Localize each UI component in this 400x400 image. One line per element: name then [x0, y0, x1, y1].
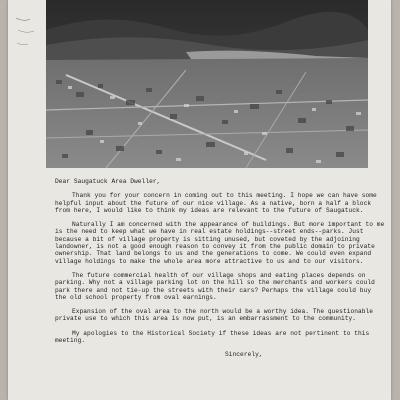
- letter-sheet: [8, 0, 391, 400]
- aerial-village-icon: [46, 0, 368, 168]
- letter-paragraph-2: Naturally I am concerned with the appearance of buildings. But more important to me is the need to keep what we have in real estate holdings--street ends--parks. Just because a bit of village property is sitting unused, but coveted by the adjoining landowner, is not a good enough reason to convey it from the public domain to private ownership. That land belongs to us and the generations to come. We could even expand village holdings to make the whole area more attractive to us and to our visitors.: [55, 221, 385, 265]
- letter-closing: Sincerely,: [225, 351, 263, 359]
- letter-paragraph-1: Thank you for your concern in coming out to this meeting. I hope we can have some helpful input about the future of our nice village. As a native, born a half a block from here, I would like to think my ideas are relevant to the future of Saugatuck.: [55, 192, 377, 214]
- letter-paragraph-4: Expansion of the oval area to the north would be a worthy idea. The questionable private use to which this area is now put, is an embarrassment to the community.: [55, 308, 374, 323]
- letter-paragraph-3: The future commercial health of our village shops and eating places depends on parking. Why not a village parking lot on the hill so the merchants and workers could park there and not tie-up the streets with their cars? Perhaps the village could buy the old school property from oval earnings.: [55, 271, 375, 301]
- aerial-village-photo: [46, 0, 368, 168]
- letter-salutation: Dear Saugatuck Area Dweller,: [55, 178, 161, 185]
- pencil-marks: [14, 10, 44, 70]
- letter-body: [55, 178, 385, 359]
- letter-paragraph-5: My apologies to the Historical Society if these ideas are not pertinent to this meeting.: [55, 329, 370, 345]
